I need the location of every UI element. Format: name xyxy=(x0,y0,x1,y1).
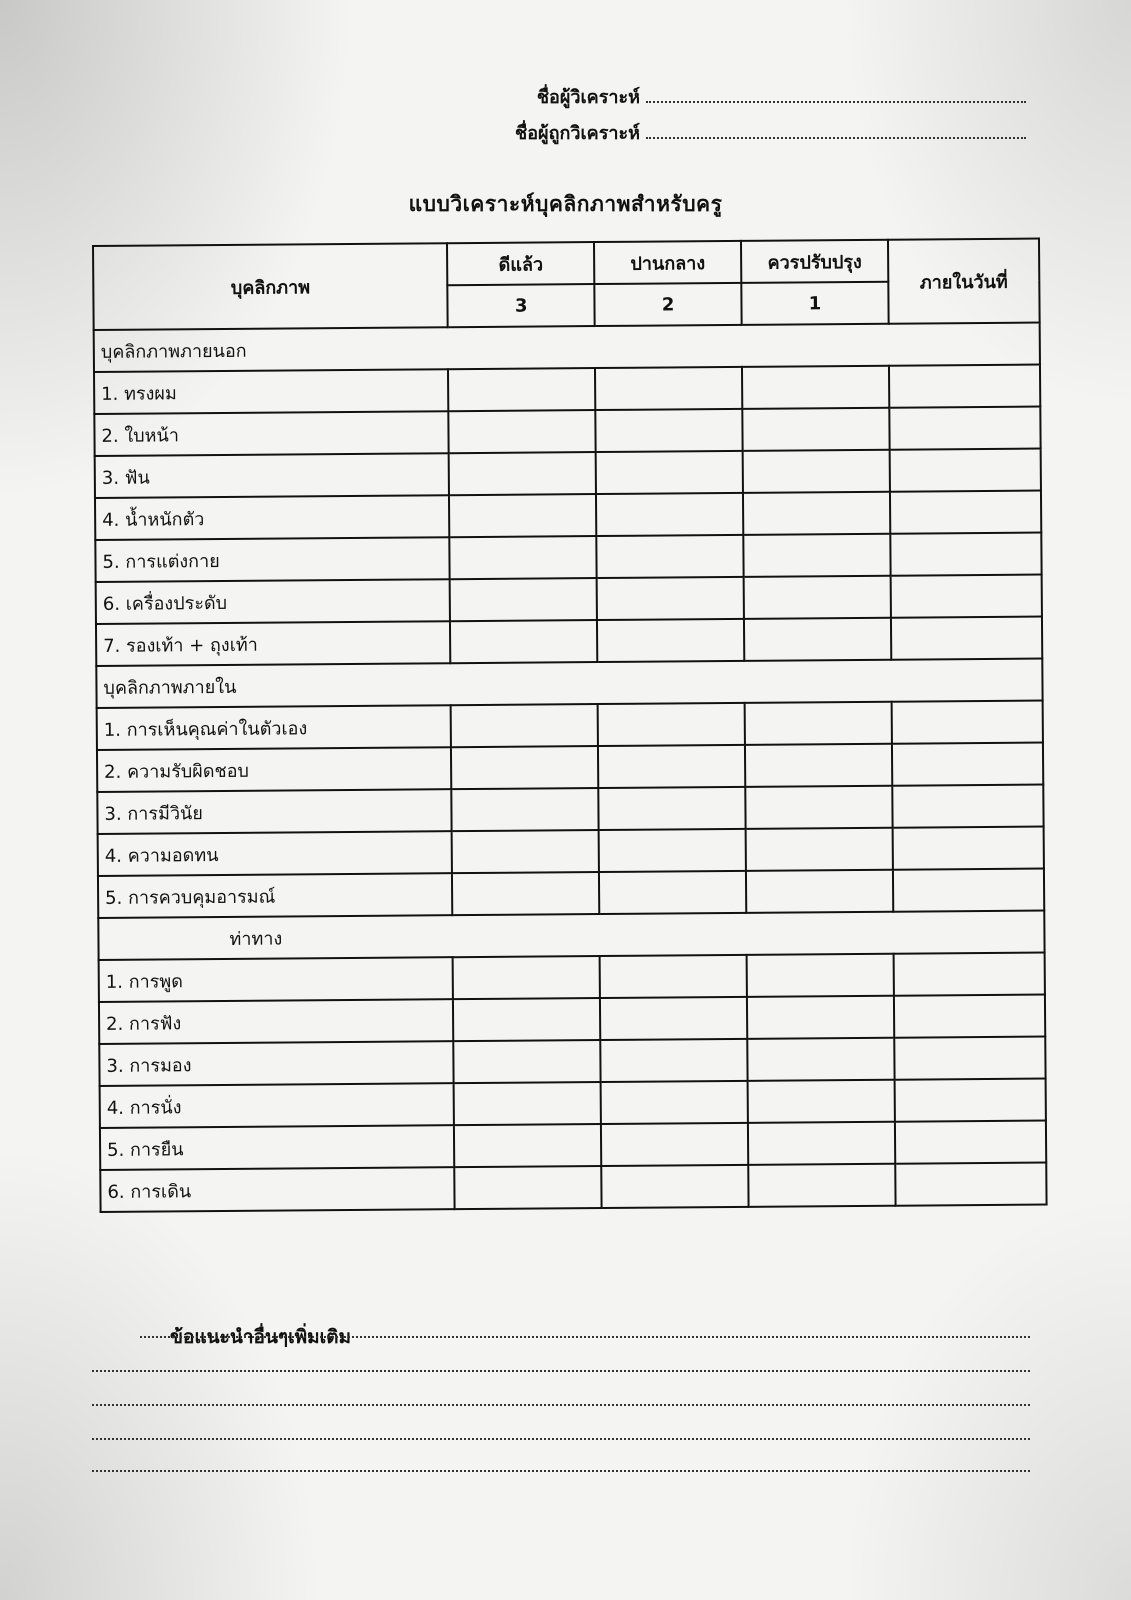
medium-cell[interactable] xyxy=(601,1165,748,1208)
medium-cell[interactable] xyxy=(599,871,746,914)
date-cell[interactable] xyxy=(895,1121,1046,1164)
item-label: 6. การเดิน xyxy=(100,1167,455,1212)
header-good: ดีแล้ว xyxy=(447,242,594,285)
medium-cell[interactable] xyxy=(596,535,743,578)
date-cell[interactable] xyxy=(892,785,1043,828)
table-row xyxy=(100,1121,1046,1170)
medium-cell[interactable] xyxy=(600,1039,747,1082)
item-label: 1. ทรงผม xyxy=(94,369,449,414)
good-cell[interactable] xyxy=(450,578,597,621)
good-cell[interactable] xyxy=(451,704,598,747)
good-cell[interactable] xyxy=(453,1040,600,1083)
medium-cell[interactable] xyxy=(598,703,745,746)
improve-cell[interactable] xyxy=(743,450,890,493)
subject-name-field[interactable] xyxy=(646,123,1026,139)
table-row xyxy=(100,1163,1046,1212)
good-cell[interactable] xyxy=(453,998,600,1041)
good-cell[interactable] xyxy=(450,536,597,579)
section-row xyxy=(94,323,1040,372)
date-cell[interactable] xyxy=(894,1037,1045,1080)
header-improve: ควรปรับปรุง xyxy=(741,240,888,283)
improve-cell[interactable] xyxy=(742,408,889,451)
table-row xyxy=(95,533,1041,582)
section-title: บุคลิกภาพภายนอก xyxy=(94,323,1040,372)
item-label: 3. การมีวินัย xyxy=(97,789,452,834)
improve-cell[interactable] xyxy=(747,996,894,1039)
note-line[interactable] xyxy=(140,1336,1030,1338)
good-cell[interactable] xyxy=(450,620,597,663)
improve-cell[interactable] xyxy=(744,576,891,619)
note-line[interactable] xyxy=(92,1404,1030,1406)
good-cell[interactable] xyxy=(449,452,596,495)
medium-cell[interactable] xyxy=(597,619,744,662)
improve-cell[interactable] xyxy=(748,1080,895,1123)
table-row xyxy=(99,995,1045,1044)
table-row xyxy=(100,1079,1046,1128)
improve-cell[interactable] xyxy=(746,828,893,871)
item-label: 5. การแต่งกาย xyxy=(95,537,450,582)
date-cell[interactable] xyxy=(895,1163,1046,1206)
good-cell[interactable] xyxy=(452,788,599,831)
item-label: 4. ความอดทน xyxy=(98,831,453,876)
section-row xyxy=(96,659,1042,708)
item-label: 3. ฟัน xyxy=(95,453,450,498)
section-title: บุคลิกภาพภายใน xyxy=(96,659,1042,708)
medium-cell[interactable] xyxy=(598,787,745,830)
medium-cell[interactable] xyxy=(601,1081,748,1124)
medium-cell[interactable] xyxy=(600,955,747,998)
good-cell[interactable] xyxy=(453,956,600,999)
medium-cell[interactable] xyxy=(597,577,744,620)
section-row xyxy=(98,911,1044,960)
item-label: 5. การยืน xyxy=(100,1125,455,1170)
improve-cell[interactable] xyxy=(743,534,890,577)
item-label: 6. เครื่องประดับ xyxy=(96,579,451,624)
medium-cell[interactable] xyxy=(596,451,743,494)
personality-table xyxy=(92,238,1048,1213)
table-row xyxy=(98,869,1044,918)
improve-cell[interactable] xyxy=(743,492,890,535)
date-cell[interactable] xyxy=(891,575,1042,618)
page-title: แบบวิเคราะห์บุคลิกภาพสำหรับครู xyxy=(408,192,723,216)
item-label: 1. การพูด xyxy=(99,957,454,1002)
table-row xyxy=(94,407,1040,456)
good-cell[interactable] xyxy=(451,746,598,789)
good-cell[interactable] xyxy=(448,368,595,411)
improve-cell[interactable] xyxy=(747,1038,894,1081)
header-medium: ปานกลาง xyxy=(594,241,741,284)
date-cell[interactable] xyxy=(894,995,1045,1038)
good-cell[interactable] xyxy=(449,494,596,537)
item-label: 2. การฟัง xyxy=(99,999,454,1044)
score-good: 3 xyxy=(448,284,595,327)
table-row xyxy=(99,953,1045,1002)
medium-cell[interactable] xyxy=(595,409,742,452)
analyst-name-field[interactable] xyxy=(646,87,1026,103)
improve-cell[interactable] xyxy=(745,786,892,829)
good-cell[interactable] xyxy=(452,830,599,873)
date-cell[interactable] xyxy=(891,617,1042,660)
good-cell[interactable] xyxy=(454,1166,601,1209)
medium-cell[interactable] xyxy=(596,493,743,536)
date-cell[interactable] xyxy=(892,743,1043,786)
medium-cell[interactable] xyxy=(599,829,746,872)
item-label: 2. ใบหน้า xyxy=(94,411,449,456)
date-cell[interactable] xyxy=(890,533,1041,576)
table-row xyxy=(97,701,1043,750)
table-body xyxy=(94,323,1047,1212)
date-cell[interactable] xyxy=(893,869,1044,912)
date-cell[interactable] xyxy=(895,1079,1046,1122)
table-row xyxy=(94,365,1040,414)
note-line[interactable] xyxy=(92,1438,1030,1440)
date-cell[interactable] xyxy=(889,365,1040,408)
date-cell[interactable] xyxy=(889,407,1040,450)
analyst-name-label: ชื่อผู้วิเคราะห์ xyxy=(536,87,640,108)
item-label: 3. การมอง xyxy=(99,1041,454,1086)
date-cell[interactable] xyxy=(894,953,1045,996)
table-row xyxy=(97,743,1043,792)
item-label: 1. การเห็นคุณค่าในตัวเอง xyxy=(97,705,452,750)
header-date: ภายในวันที่ xyxy=(888,239,1040,324)
note-line[interactable] xyxy=(92,1370,1030,1372)
table-row xyxy=(97,785,1043,834)
note-line[interactable] xyxy=(92,1470,1030,1472)
improve-cell[interactable] xyxy=(748,1164,895,1207)
medium-cell[interactable] xyxy=(601,1123,748,1166)
table-row xyxy=(96,617,1042,666)
good-cell[interactable] xyxy=(454,1124,601,1167)
improve-cell[interactable] xyxy=(748,1122,895,1165)
improve-cell[interactable] xyxy=(745,702,892,745)
improve-cell[interactable] xyxy=(746,870,893,913)
improve-cell[interactable] xyxy=(742,366,889,409)
medium-cell[interactable] xyxy=(595,367,742,410)
item-label: 7. รองเท้า + ถุงเท้า xyxy=(96,621,451,666)
good-cell[interactable] xyxy=(452,872,599,915)
subject-name-label: ชื่อผู้ถูกวิเคราะห์ xyxy=(515,123,640,144)
item-label: 2. ความรับผิดชอบ xyxy=(97,747,452,792)
medium-cell[interactable] xyxy=(598,745,745,788)
subject-name-line xyxy=(515,118,1026,147)
header-personality: บุคลิกภาพ xyxy=(93,243,448,330)
improve-cell[interactable] xyxy=(747,954,894,997)
item-label: 4. การนั่ง xyxy=(100,1083,455,1128)
analyst-name-line xyxy=(537,82,1026,111)
good-cell[interactable] xyxy=(454,1082,601,1125)
score-medium: 2 xyxy=(594,283,741,326)
date-cell[interactable] xyxy=(890,449,1041,492)
table-row xyxy=(95,449,1041,498)
improve-cell[interactable] xyxy=(744,618,891,661)
date-cell[interactable] xyxy=(892,701,1043,744)
table-row xyxy=(99,1037,1045,1086)
item-label: 5. การควบคุมอารมณ์ xyxy=(98,873,453,918)
table-row xyxy=(98,827,1044,876)
date-cell[interactable] xyxy=(893,827,1044,870)
table-row xyxy=(96,575,1042,624)
medium-cell[interactable] xyxy=(600,997,747,1040)
good-cell[interactable] xyxy=(449,410,596,453)
item-label: 4. น้ำหนักตัว xyxy=(95,495,450,540)
improve-cell[interactable] xyxy=(745,744,892,787)
date-cell[interactable] xyxy=(890,491,1041,534)
table-row xyxy=(95,491,1041,540)
section-title: ท่าทาง xyxy=(98,911,1044,960)
notes-label: ข้อแนะนำอื่นๆเพิ่มเติม xyxy=(170,1326,352,1348)
score-improve: 1 xyxy=(741,282,888,325)
